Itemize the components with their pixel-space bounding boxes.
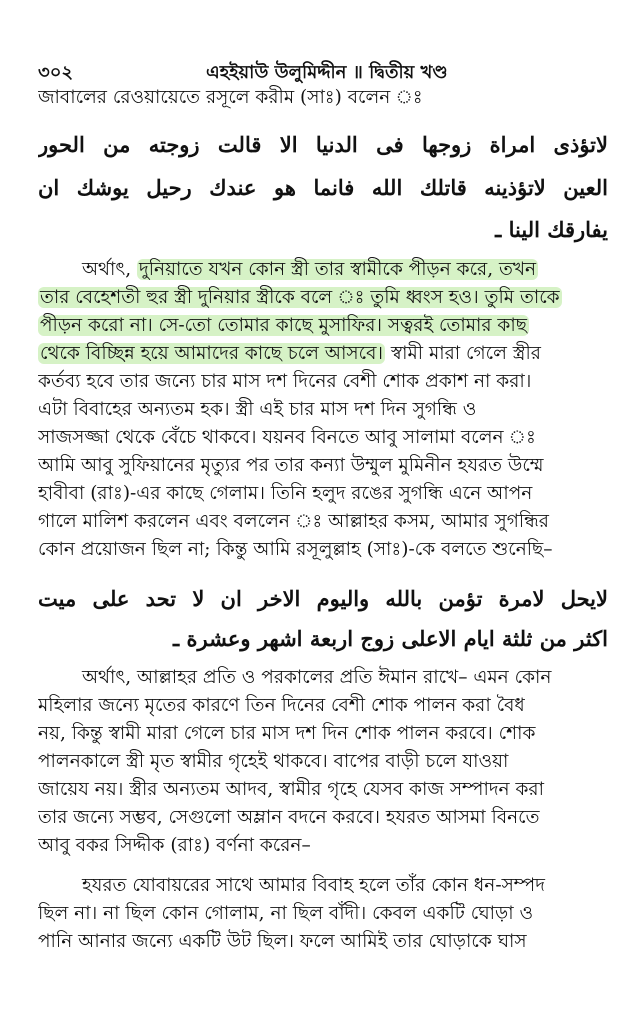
translation-1-line-2 <box>38 284 608 312</box>
book-page <box>38 0 608 1024</box>
paragraph-3-line-3: পানি আনার জন্যে একটি উট ছিল। ফলে আমিই তার ঘোড়াকে ঘাস <box>38 931 527 952</box>
arabic-hadith-2-line-2: اكثر من ثلثة ايام الاعلى زوج اربعة اشهر وعشرة ـ <box>173 626 608 651</box>
highlighted-text: থেকে বিচ্ছিন্ন হয়ে আমাদের কাছে চলে আসবে। <box>40 343 383 364</box>
arabic-hadith-1-line-3: يفارقك الينا ـ <box>495 217 608 242</box>
highlighted-text: পীড়ন করো না। সে-তো তোমার কাছে মুসাফির। সত্বরই তোমার কাছ <box>40 315 527 336</box>
paragraph-3-line-2: ছিল না। না ছিল কোন গোলাম, না ছিল বাঁদী। কেবল একটি ঘোড়া ও <box>38 903 534 924</box>
paragraph-2-line-3: নয়, কিন্তু স্বামী মারা গেলে চার মাস দশ দিন শোক পালন করবে। শোক <box>38 723 536 744</box>
translation-lead: অর্থাৎ, <box>82 259 138 280</box>
paragraph-2-line-7: আবু বকর সিদ্দীক (রাঃ) বর্ণনা করেন– <box>38 835 311 856</box>
arabic-hadith-1-line-1: لاتؤذى امراة زوجها فى الدنيا الا قالت زوجته من الحور <box>38 132 608 157</box>
paragraph-1-line-9: হাবীবা (রাঃ)-এর কাছে গেলাম। তিনি হলুদ রঙের সুগন্ধি এনে আপন <box>38 483 533 504</box>
translation-1-line-4 <box>38 340 608 368</box>
page-number: ৩০২ <box>38 62 74 83</box>
highlighted-text: দুনিয়াতে যখন কোন স্ত্রী তার স্বামীকে পীড়ন করে, তখন <box>139 259 537 280</box>
paragraph-1-line-8: আমি আবু সুফিয়ানের মৃত্যুর পর তার কন্যা উম্মুল মুমিনীন হযরত উম্মে <box>38 455 544 476</box>
paragraph-1-line-10: গালে মালিশ করলেন এবং বললেন ঃ আল্লাহর কসম, আমার সুগন্ধির <box>38 511 549 532</box>
paragraph-2-line-5: জায়েয নয়। স্ত্রীর অন্যতম আদব, স্বামীর গৃহে যেসব কাজ সম্পাদন করা <box>38 779 544 800</box>
book-title: এহইয়াউ উলুমিদ্দীন ॥ দ্বিতীয় খণ্ড <box>206 62 448 83</box>
paragraph-2-line-1: অর্থাৎ, আল্লাহর প্রতি ও পরকালের প্রতি ঈমান রাখে– এমন কোন <box>82 667 552 688</box>
paragraph-2-line-2: মহিলার জন্যে মৃতের কারণে তিন দিনের বেশী শোক পালন করা বৈধ <box>38 695 525 716</box>
translation-1-line-3 <box>38 312 608 340</box>
arabic-hadith-2-line-1: لايحل لامرة تؤمن بالله واليوم الاخر ان لا تحد على ميت <box>38 586 608 611</box>
translation-1-line-1 <box>38 256 608 284</box>
paragraph-3-line-1: হযরত যোবায়রের সাথে আমার বিবাহ হলে তাঁর কোন ধন-সম্পদ <box>82 875 545 896</box>
arabic-hadith-1-line-2: العين لاتؤذينه قاتلك الله فانما هو عندك رحيل يوشك ان <box>38 175 608 200</box>
paragraph-1-line-6: এটা বিবাহের অন্যতম হক। স্ত্রী এই চার মাস দশ দিন সুগন্ধি ও <box>38 399 477 420</box>
highlighted-text: তার বেহেশতী হুর স্ত্রী দুনিয়ার স্ত্রীকে বলে ঃ তুমি ধ্বংস হও। তুমি তাকে <box>40 287 560 308</box>
line-tail: স্বামী মারা গেলে স্ত্রীর <box>385 343 541 364</box>
paragraph-1-line-11: কোন প্রয়োজন ছিল না; কিন্তু আমি রসূলুল্লাহ (সাঃ)-কে বলতে শুনেছি– <box>38 539 553 560</box>
paragraph-1-line-7: সাজসজ্জা থেকে বেঁচে থাকবে। যয়নব বিনতে আবু সালামা বলেন ঃ <box>38 427 536 448</box>
intro-line: জাবালের রেওয়ায়েতে রসূলে করীম (সাঃ) বলেন ঃ <box>38 87 423 108</box>
paragraph-2-line-6: তার জন্যে সম্ভব, সেগুলো অম্লান বদনে করবে। হযরত আসমা বিনতে <box>38 807 540 828</box>
paragraph-2-line-4: পালনকালে স্ত্রী মৃত স্বামীর গৃহেই থাকবে। বাপের বাড়ী চলে যাওয়া <box>38 751 509 772</box>
running-header <box>38 58 608 84</box>
paragraph-1-line-5: কর্তব্য হবে তার জন্যে চার মাস দশ দিনের বেশী শোক প্রকাশ না করা। <box>38 371 532 392</box>
